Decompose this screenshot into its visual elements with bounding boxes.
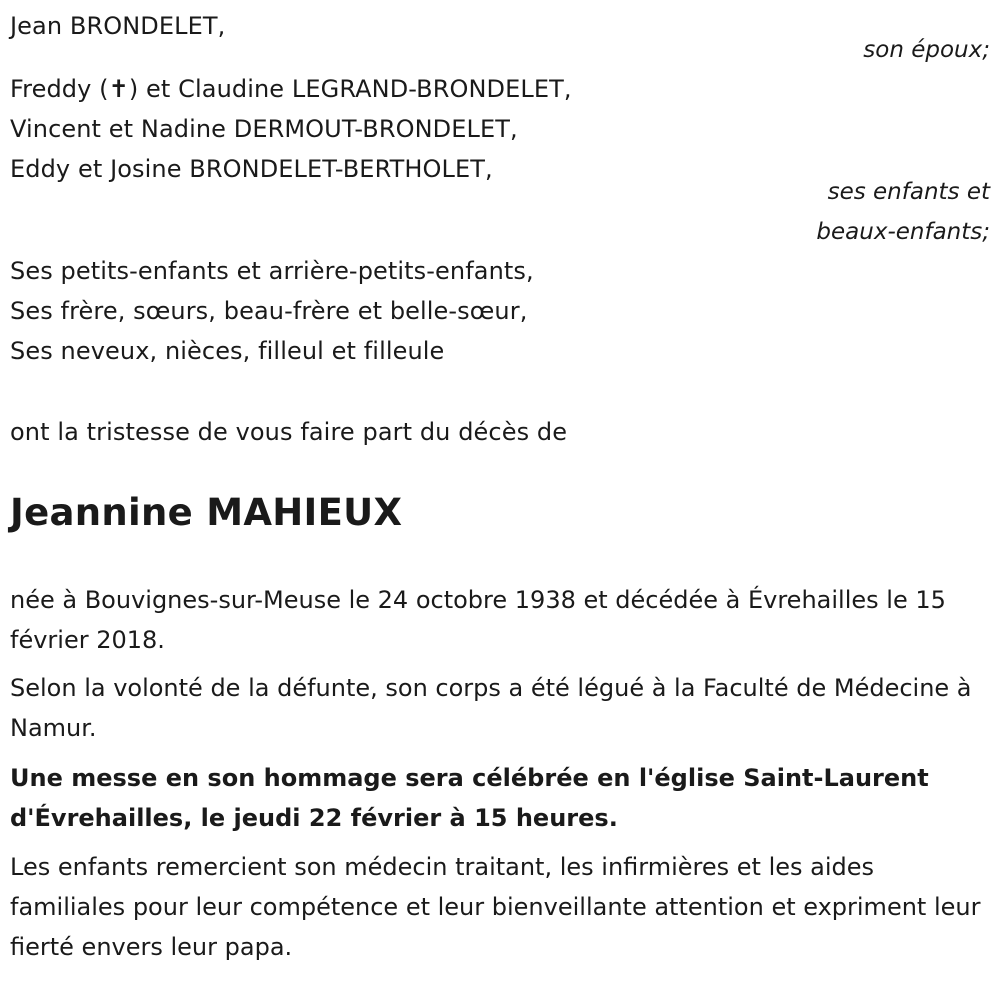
birth-death-paragraph: née à Bouvignes-sur-Meuse le 24 octobre 1938 et décédée à Évrehailles le 15 février 2018. bbox=[10, 586, 946, 654]
deceased-name: Jeannine MAHIEUX bbox=[10, 491, 403, 534]
spouse-role: son époux; bbox=[863, 37, 990, 63]
body-donation-paragraph: Selon la volonté de la défunte, son corps a été légué à la Faculté de Médecine à Namur. bbox=[10, 674, 972, 742]
children-role-line-1: ses enfants et bbox=[827, 179, 990, 205]
children-role-line-2: beaux-enfants; bbox=[816, 219, 990, 245]
spouse-name: Jean BRONDELET, bbox=[10, 12, 226, 40]
child-line-1: Freddy (✝) et Claudine LEGRAND-BRONDELET, bbox=[10, 75, 572, 103]
mass-paragraph: Une messe en son hommage sera célébrée en l'église Saint-Laurent d'Évrehailles, le jeudi 22 février à 15 heures. bbox=[10, 764, 929, 832]
family-line-1: Ses petits-enfants et arrière-petits-enfants, bbox=[10, 257, 534, 285]
child-line-3: Eddy et Josine BRONDELET-BERTHOLET, bbox=[10, 155, 493, 183]
announcement-text: ont la tristesse de vous faire part du décès de bbox=[10, 418, 568, 446]
family-line-3: Ses neveux, nièces, filleul et filleule bbox=[10, 337, 445, 365]
family-line-2: Ses frère, sœurs, beau-frère et belle-sœur, bbox=[10, 297, 528, 325]
child-line-2: Vincent et Nadine DERMOUT-BRONDELET, bbox=[10, 115, 518, 143]
thanks-paragraph: Les enfants remercient son médecin traitant, les infirmières et les aides familiales pour leur compétence et leur bienveillante attention et expriment leur fierté envers leur papa. bbox=[10, 853, 981, 961]
